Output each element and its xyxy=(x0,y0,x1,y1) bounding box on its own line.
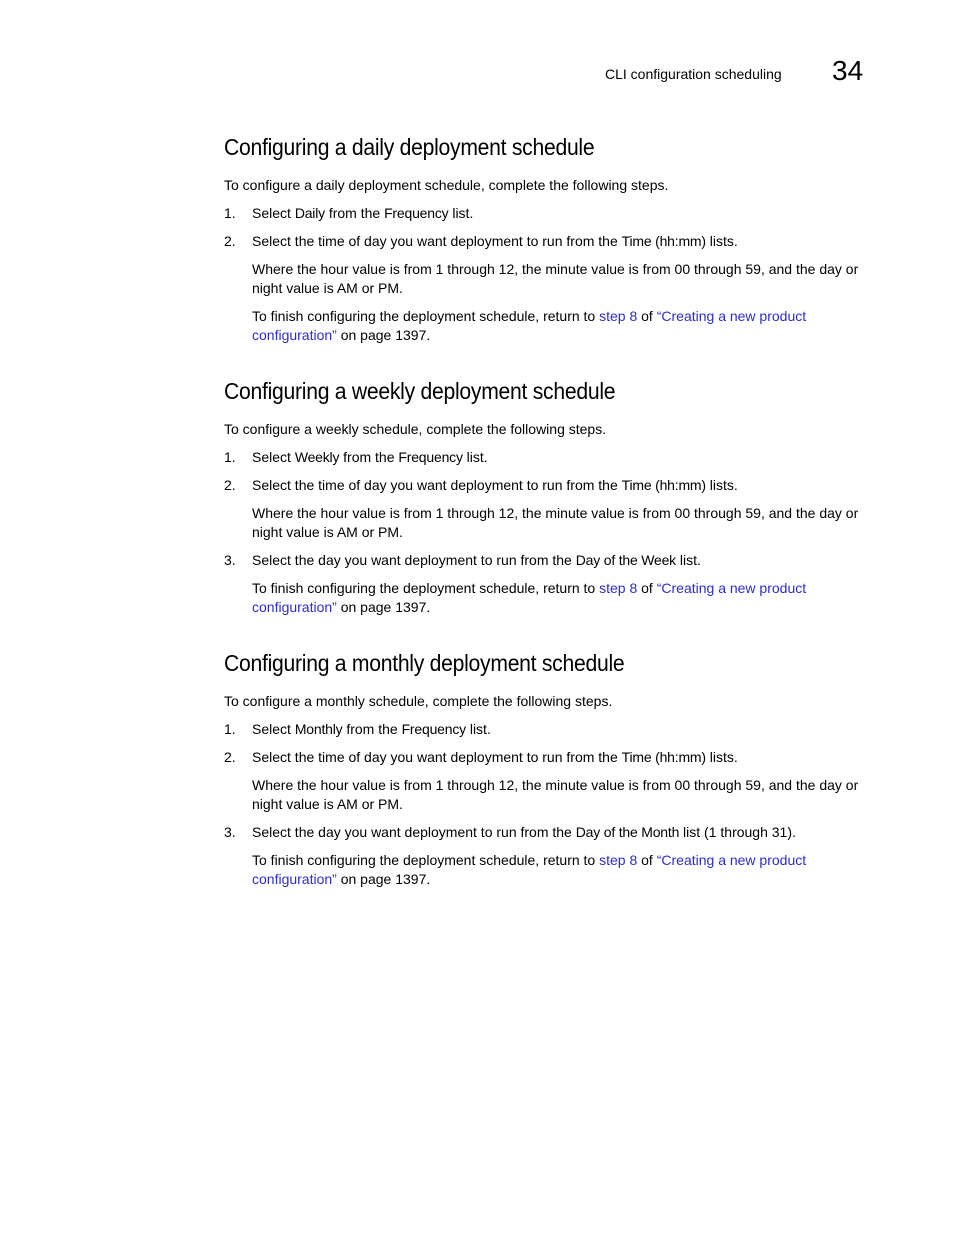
return-note: To finish configuring the deployment schedule, return to step 8 of “Creating a new product configuration” on page 1397. xyxy=(252,852,807,887)
step-item: 3. Select the day you want deployment to run from the Day of the Week list. xyxy=(224,552,701,568)
step-item: 2. Select the time of day you want deployment to run from the Time (hh:mm) lists. xyxy=(224,477,738,493)
step-note: Where the hour value is from 1 through 12, the minute value is from 00 through 59, and the day or night value is AM or PM. xyxy=(252,505,859,540)
step-number: 2. xyxy=(224,749,236,765)
topic-link[interactable]: “Creating a new product configuration” xyxy=(252,580,807,615)
ui-label: Daily xyxy=(294,205,325,221)
step-number: 2. xyxy=(224,233,236,249)
ui-label: Time (hh:mm) xyxy=(621,477,706,493)
ui-label: Weekly xyxy=(294,449,340,465)
page-content xyxy=(224,132,864,920)
step-item: 1. Select Weekly from the Frequency list. xyxy=(224,449,488,465)
chapter-number: 34 xyxy=(832,55,864,86)
section-heading: Configuring a monthly deployment schedule xyxy=(224,650,625,676)
ui-label: Monthly xyxy=(294,721,343,737)
section-intro: To configure a daily deployment schedule, complete the following steps. xyxy=(224,177,669,193)
step-item: 1. Select Monthly from the Frequency list. xyxy=(224,721,491,737)
step-item: 2. Select the time of day you want deployment to run from the Time (hh:mm) lists. xyxy=(224,749,738,765)
section-heading: Configuring a daily deployment schedule xyxy=(224,134,595,160)
step-item: 1. Select Daily from the Frequency list. xyxy=(224,205,474,221)
step-link[interactable]: step 8 xyxy=(599,308,638,324)
page-header xyxy=(0,55,954,95)
ui-label: Day of the Week xyxy=(575,552,676,568)
section-intro: To configure a weekly schedule, complete the following steps. xyxy=(224,421,607,437)
step-number: 1. xyxy=(224,449,236,465)
step-item: 3. Select the day you want deployment to run from the Day of the Month list (1 through 31). xyxy=(224,824,796,840)
ui-label: Time (hh:mm) xyxy=(621,233,706,249)
step-number: 1. xyxy=(224,721,236,737)
step-number: 1. xyxy=(224,205,236,221)
step-number: 2. xyxy=(224,477,236,493)
topic-link[interactable]: “Creating a new product configuration” xyxy=(252,852,807,887)
running-header-title: CLI configuration scheduling xyxy=(605,66,782,82)
return-note: To finish configuring the deployment schedule, return to step 8 of “Creating a new product configuration” on page 1397. xyxy=(252,308,807,343)
step-number: 3. xyxy=(224,552,236,568)
step-link[interactable]: step 8 xyxy=(599,852,638,868)
section-monthly xyxy=(224,648,864,889)
step-note: Where the hour value is from 1 through 12, the minute value is from 00 through 59, and the day or night value is AM or PM. xyxy=(252,777,859,812)
step-number: 3. xyxy=(224,824,236,840)
topic-link[interactable]: “Creating a new product configuration” xyxy=(252,308,807,343)
section-heading: Configuring a weekly deployment schedule xyxy=(224,378,616,404)
ui-label: Frequency xyxy=(398,449,463,465)
step-note: Where the hour value is from 1 through 12, the minute value is from 00 through 59, and the day or night value is AM or PM. xyxy=(252,261,859,296)
step-link[interactable]: step 8 xyxy=(599,580,638,596)
section-daily xyxy=(224,132,864,345)
ui-label: Time (hh:mm) xyxy=(621,749,706,765)
section-weekly xyxy=(224,376,864,617)
ui-label: Frequency xyxy=(384,205,449,221)
step-item: 2. Select the time of day you want deployment to run from the Time (hh:mm) lists. xyxy=(224,233,738,249)
section-intro: To configure a monthly schedule, complete the following steps. xyxy=(224,693,613,709)
ui-label: Frequency xyxy=(401,721,466,737)
return-note: To finish configuring the deployment schedule, return to step 8 of “Creating a new product configuration” on page 1397. xyxy=(252,580,807,615)
ui-label: Day of the Month xyxy=(575,824,680,840)
